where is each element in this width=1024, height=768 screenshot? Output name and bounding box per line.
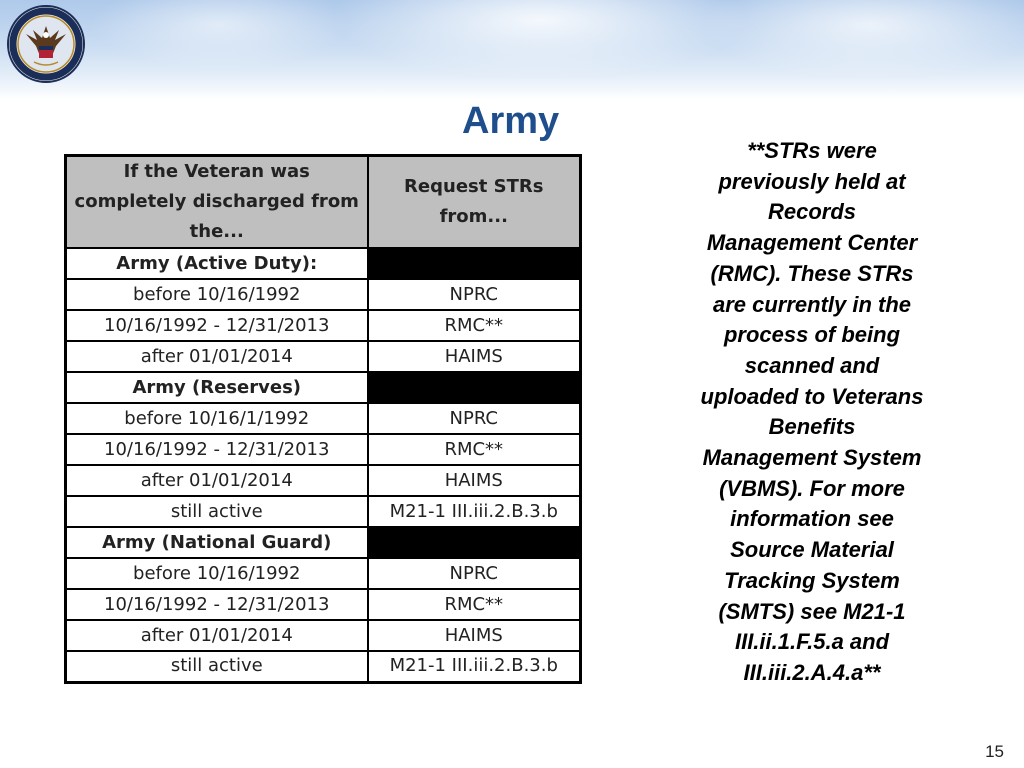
- section-row: [66, 527, 581, 558]
- period-cell: before 10/16/1992: [66, 558, 368, 589]
- table-header-row: [66, 156, 581, 249]
- period-cell: after 01/01/2014: [66, 620, 368, 651]
- source-cell: HAIMS: [368, 465, 581, 496]
- note-line: previously held at: [718, 168, 906, 194]
- period-cell: after 01/01/2014: [66, 341, 368, 372]
- section-label: Army (Active Duty):: [66, 248, 368, 279]
- source-cell: NPRC: [368, 558, 581, 589]
- section-row: [66, 372, 581, 403]
- source-cell: NPRC: [368, 279, 581, 310]
- str-source-table: [64, 154, 582, 684]
- note-line: Source Material: [730, 537, 894, 563]
- header-discharge: If the Veteran was completely discharged from the...: [66, 156, 368, 249]
- header-band: [0, 0, 1024, 100]
- period-cell: before 10/16/1992: [66, 279, 368, 310]
- period-cell: after 01/01/2014: [66, 465, 368, 496]
- section-fill: [368, 372, 581, 403]
- note-line: III.ii.1.F.5.a and: [734, 629, 890, 655]
- table-row: [66, 589, 581, 620]
- period-cell: still active: [66, 651, 368, 682]
- header-request: Request STRs from...: [368, 156, 581, 249]
- note-line: Benefits: [768, 414, 856, 440]
- note-line: information see: [730, 506, 894, 532]
- source-cell: M21-1 III.iii.2.B.3.b: [368, 651, 581, 682]
- page-number: 15: [985, 742, 1004, 761]
- note-line: (SMTS) see M21-1: [718, 598, 906, 624]
- note-line: (RMC). These STRs: [710, 260, 914, 286]
- note-line: uploaded to Veterans: [700, 383, 924, 409]
- table-row: [66, 310, 581, 341]
- note-line: **STRs were: [747, 138, 877, 163]
- table-row: [66, 341, 581, 372]
- note-line: III.iii.2.A.4.a**: [743, 659, 881, 685]
- source-cell: M21-1 III.iii.2.B.3.b: [368, 496, 581, 527]
- note-line: Management Center: [706, 230, 918, 256]
- period-cell: 10/16/1992 - 12/31/2013: [66, 310, 368, 341]
- period-cell: 10/16/1992 - 12/31/2013: [66, 434, 368, 465]
- source-cell: RMC**: [368, 434, 581, 465]
- note-line: Management System: [702, 445, 922, 471]
- table-row: [66, 620, 581, 651]
- note-line: Tracking System: [724, 567, 900, 593]
- period-cell: before 10/16/1/1992: [66, 403, 368, 434]
- source-cell: NPRC: [368, 403, 581, 434]
- note-line: Records: [767, 199, 857, 225]
- slide-title: Army: [462, 100, 560, 142]
- strs-note: [672, 136, 952, 689]
- header-glow: [700, 0, 1024, 80]
- section-label: Army (Reserves): [66, 372, 368, 403]
- section-label: Army (National Guard): [66, 527, 368, 558]
- period-cell: still active: [66, 496, 368, 527]
- note-line: process of being: [723, 322, 901, 348]
- table-row: [66, 403, 581, 434]
- table-row: [66, 558, 581, 589]
- table-row: [66, 496, 581, 527]
- section-row: [66, 248, 581, 279]
- source-cell: HAIMS: [368, 341, 581, 372]
- note-line: are currently in the: [712, 291, 912, 317]
- header-glow: [90, 0, 350, 70]
- note-line: (VBMS). For more: [719, 475, 905, 501]
- section-fill: [368, 527, 581, 558]
- period-cell: 10/16/1992 - 12/31/2013: [66, 589, 368, 620]
- section-fill: [368, 248, 581, 279]
- note-line: scanned and: [744, 352, 880, 378]
- table-row: [66, 434, 581, 465]
- header-glow: [330, 0, 750, 80]
- source-cell: RMC**: [368, 589, 581, 620]
- source-cell: RMC**: [368, 310, 581, 341]
- table-row: [66, 651, 581, 682]
- table-row: [66, 465, 581, 496]
- va-seal-icon: [6, 4, 86, 84]
- table-row: [66, 279, 581, 310]
- source-cell: HAIMS: [368, 620, 581, 651]
